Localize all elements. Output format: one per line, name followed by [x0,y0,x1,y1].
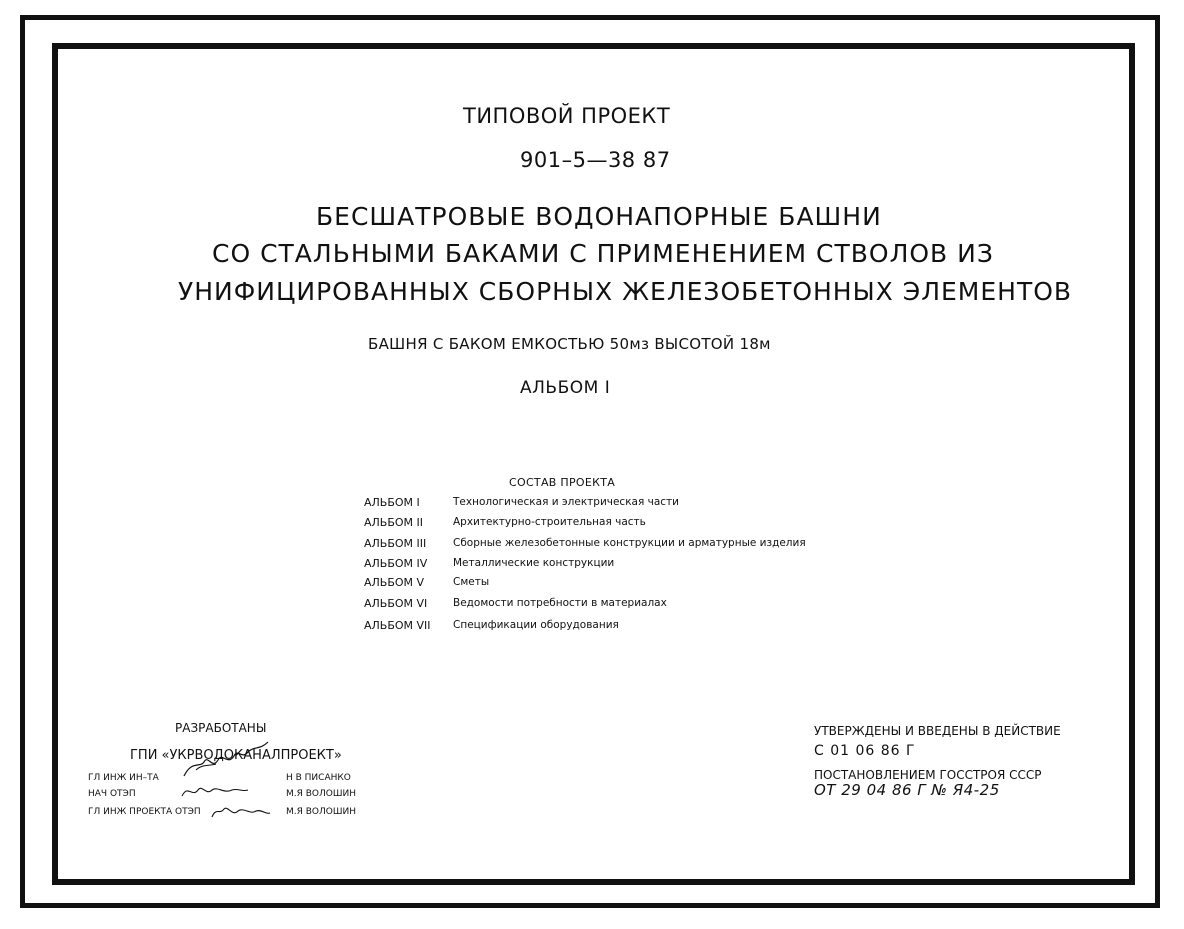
composition-item [364,537,864,551]
signatory-name: М.Я ВОЛОШИН [286,789,356,799]
composition-title: СОСТАВ ПРОЕКТА [509,476,616,489]
approval-line-1: УТВЕРЖДЕНЫ И ВВЕДЕНЫ В ДЕЙСТВИЕ [814,724,1061,738]
composition-album: АЛЬБОМ III [364,537,427,550]
approval-date: С 01 06 86 Г [814,743,916,759]
composition-desc: Технологическая и электрическая части [453,496,679,508]
signature-1 [182,740,272,780]
approval-line-3: ПОСТАНОВЛЕНИЕМ ГОССТРОЯ СССР [814,768,1042,782]
composition-desc: Сметы [453,576,490,588]
composition-item [364,516,864,530]
developer-org: ГПИ «УКРВОДОКАНАЛПРОЕКТ» [130,748,342,763]
composition-desc: Сборные железобетонные конструкции и арматурные изделия [453,537,806,549]
signatory-role: ГЛ ИНЖ ИН–ТА [88,773,159,783]
signatory-name: Н В ПИСАНКО [286,773,351,783]
signatory-name: М.Я ВОЛОШИН [286,807,356,817]
composition-desc: Спецификации оборудования [453,619,619,631]
composition-desc: Архитектурно-строительная часть [453,516,646,528]
composition-item [364,619,864,633]
signature-2 [180,782,250,800]
composition-item [364,576,864,590]
composition-item [364,557,864,571]
developer-title: РАЗРАБОТАНЫ [175,721,267,735]
composition-album: АЛЬБОМ VI [364,597,428,610]
signatory-role: НАЧ ОТЭП [88,789,136,799]
album-name: АЛЬБОМ I [520,378,611,398]
composition-album: АЛЬБОМ II [364,516,424,529]
project-number: 901–5—38 87 [520,148,671,172]
composition-album: АЛЬБОМ V [364,576,425,589]
signature-3 [210,803,272,821]
signatory-role: ГЛ ИНЖ ПРОЕКТА ОТЭП [88,807,201,817]
composition-desc: Металлические конструкции [453,557,615,569]
title-line-1: БЕСШАТРОВЫЕ ВОДОНАПОРНЫЕ БАШНИ [316,202,882,231]
title-line-3: УНИФИЦИРОВАННЫХ СБОРНЫХ ЖЕЛЕЗОБЕТОННЫХ ЭЛЕМЕНТОВ [178,277,1073,306]
composition-album: АЛЬБОМ I [364,496,420,509]
subtitle: БАШНЯ С БАКОМ ЕМКОСТЬЮ 50мз ВЫСОТОЙ 18м [368,335,771,353]
composition-item [364,597,864,611]
approval-resolution: ОТ 29 04 86 Г № Я4-25 [814,781,1000,799]
composition-album: АЛЬБОМ IV [364,557,428,570]
title-line-2: СО СТАЛЬНЫМИ БАКАМИ С ПРИМЕНЕНИЕМ СТВОЛОВ ИЗ [212,239,994,268]
composition-item [364,496,864,510]
composition-desc: Ведомости потребности в материалах [453,597,667,609]
document-kind: ТИПОВОЙ ПРОЕКТ [463,104,671,128]
composition-album: АЛЬБОМ VII [364,619,431,632]
